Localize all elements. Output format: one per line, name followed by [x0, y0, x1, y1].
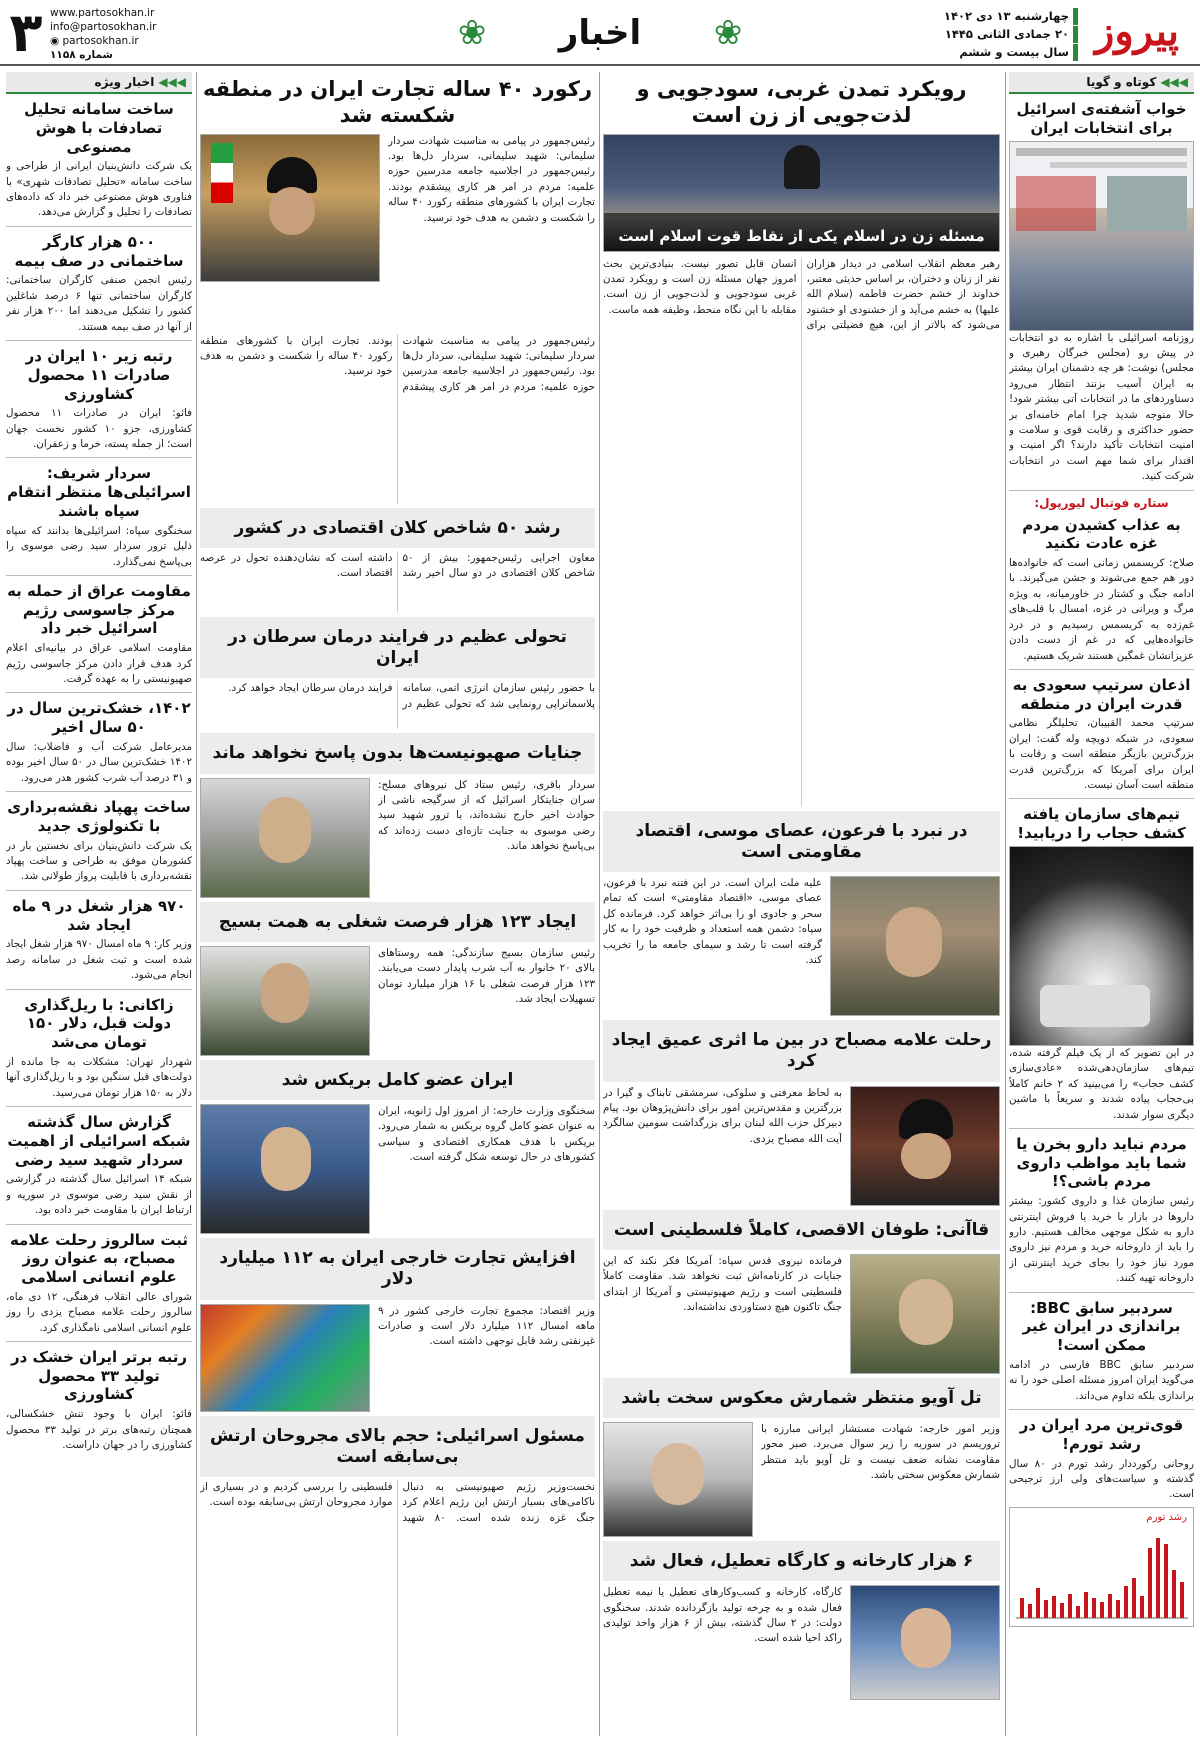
headline: زاکانی: با ریل‌گذاری دولت قبل، دلار ۱۵۰ تومان می‌شد — [24, 995, 174, 1052]
article-body: سردار باقری، رئیس ستاد کل نیروهای مسلح: سران جنایتکار اسرائیل که از سرگیجه ناشی از حوادث اخیر خارج نشده‌اند، با ترور شهید سید رضی موسوی به جنایت تازه‌ای دست زده‌اند که بی‌پاسخ نخواهد ماند. — [378, 778, 595, 853]
president-photo — [200, 134, 380, 282]
article-body: روزنامه اسرائیلی با اشاره به دو انتخابات در پیش رو (مجلس خبرگان رهبری و مجلس) نوشت: هر چه دشمنان ایران بیشتر به ایران آسیب بزنند انتظار می‌رود دستاوردهای ما در انتخابات آتی بیشتر شود! حالا متوجه شدید چرا امام خامنه‌ای بر حضور حداکثری و رقابت قوی و سلامت و امنیت انتخابات تأکید دارند؟ اگر امنیت و اقتدار برای شما مهم است در انتخابات شرکت کنید. — [1009, 331, 1194, 483]
quds-commander-photo — [850, 1254, 1000, 1374]
social-handle: ◉ partosokhan.ir — [50, 35, 139, 47]
article-body: رئیس سازمان بسیج سازندگی: همه روستاهای بالای ۲۰ خانوار به آب شرب پایدار دست می‌یابند. ۱۲۳ هزار فرصت شغلی با ۱۶ هزار میلیارد تومان تسهیلات ایجاد شد. — [378, 946, 595, 1005]
kicker: ستاره فوتبال لیورپول: — [1034, 495, 1169, 510]
article-body: کارگاه، کارخانه و کسب‌وکارهای تعطیل یا نیمه تعطیل فعال شده و به چرخه تولید بازگردانده شدند. سخنگوی دولت: در ۲ سال گذشته، بیش از ۶ هزار واحد تولیدی راکد احیا شده است. — [603, 1586, 842, 1645]
street-photo — [1009, 846, 1194, 1046]
basij-chief-photo — [200, 946, 370, 1056]
headline: به عذاب کشیدن مردم غزه عادت نکنید — [1022, 515, 1181, 553]
article-body: نخست‌وزیر رژیم صهیونیستی به دنبال ناکامی‌های بسیار ارتش این رژیم اعلام کرد جنگ غزه زنده شده است. ۸۰ شهید فلسطینی را بررسی کردیم و در بسیاری از موارد مجروحان ارتش بی‌سابقه بوده است. — [200, 1481, 595, 1524]
article-body: فائو: ایران با وجود تنش خشکسالی، همچنان رتبه‌های برتر در تولید ۳۳ محصول کشاورزی را در جهان داراست. — [6, 1408, 192, 1452]
page-number: ۳ — [9, 1, 43, 64]
headline: ۹۷۰ هزار شغل در ۹ ماه ایجاد شد — [12, 896, 186, 934]
headline: قاآنی: طوفان الاقصی، کاملاً فلسطینی است — [613, 1219, 990, 1240]
headline: در نبرد با فرعون، عصای موسی، اقتصاد مقاومتی است — [635, 820, 968, 862]
arrow-icon: ◀◀◀ — [1160, 75, 1188, 89]
article-body: روحانی رکورددار رشد تورم در ۸۰ سال گذشته و سیاست‌های ولی ارز ترجیحی است. — [1009, 1457, 1194, 1501]
article-body: صلاح: کریسمس زمانی است که خانواده‌ها دور هم جمع می‌شوند و جشن می‌گیرند. با ادامه جنگ و کشتار در خاورمیانه، به ویژه مرگ و ویرانی در غزه، امسال با قلب‌های غم‌زده به کریسمس رسیدیم و در درد خانواده‌هایی که در غم از دست دادن عزیزانشان غمگین هستند شریک هستیم. — [1009, 557, 1194, 662]
headline: ثبت سالروز رحلت علامه مصباح، به عنوان روز علوم انسانی اسلامی — [9, 1230, 189, 1286]
column-brief-news — [1009, 72, 1194, 1736]
inflation-chart-image: رشد تورم — [1009, 1507, 1194, 1627]
leader-meeting-photo — [603, 134, 1000, 252]
article-body: رئیس‌جمهور در پیامی به مناسبت شهادت سردار سلیمانی: شهید سلیمانی، سردار دل‌ها بود. رئیس‌جمهور در اجلاسیه جامعه مدرسین حوزه علمیه: مردم در امر هر کاری پیشقدم بودند. تجارت ایران با کشورهای منطقه رکورد ۴۰ ساله را شکست و دشمن به هدف خود نرسید. — [200, 334, 595, 393]
masthead — [0, 0, 1200, 66]
headline: رحلت علامه مصباح در بین ما اثری عمیق ایجاد کرد — [611, 1030, 992, 1072]
headline: ساخت سامانه تحلیل تصادفات با هوش مصنوعی — [24, 100, 174, 156]
headline: گزارش سال گذشته شبکه اسرائیلی از اهمیت سردار شهید سید رضی — [7, 1113, 191, 1169]
headline: رتبه زیر ۱۰ ایران در صادرات ۱۱ محصول کشاورزی — [25, 347, 173, 403]
headline: سردار شریف: اسرائیلی‌ها منتظر انتقام سپاه باشند — [7, 464, 191, 520]
headline: سردبیر سابق BBC: براندازی در ایران غیر ممکن است! — [1022, 1298, 1181, 1355]
shipping-containers-photo — [200, 1304, 370, 1412]
contact-info — [50, 6, 200, 62]
headline: رتبه برتر ایران خشک در تولید ۳۳ محصول کشاورزی — [10, 1347, 188, 1404]
article-body: وزیر امور خارجه: شهادت مستشار ایرانی مبارزه با تروریسم در سوریه را زیر سوال می‌برد. صبر محور مقاومت نشانه ضعف نیست و تل آویو باید منتظر شمارش معکوس سختی باشد. — [761, 1423, 1000, 1482]
issue-dates — [928, 8, 1078, 62]
column-economy-news — [200, 72, 595, 1736]
headline: تل آویو منتظر شمارش معکوس سخت باشد — [621, 1387, 982, 1408]
foreign-minister-photo — [603, 1422, 753, 1537]
date-persian: چهارشنبه ۱۳ دی ۱۴۰۲ — [928, 8, 1078, 25]
ornament-icon: ❀ — [713, 13, 743, 53]
section-title: اخبار — [558, 13, 642, 53]
ministry-spokesman-photo — [200, 1104, 370, 1234]
government-spokesman-photo — [850, 1585, 1000, 1700]
article-body: شورای عالی انقلاب فرهنگی، ۱۲ دی ماه، سالروز رحلت علامه مصباح یزدی را روز علوم انسانی اسلامی نامگذاری کرد. — [6, 1290, 192, 1334]
newspaper-logo: پیروز — [1095, 8, 1179, 55]
headline: ۵۰۰ هزار کارگر ساختمانی در صف بیمه — [14, 232, 184, 270]
arrow-icon: ◀◀◀ — [158, 75, 186, 89]
news-screenshot-image — [1009, 141, 1194, 331]
headline: مسئول اسرائیلی: حجم بالای مجروحان ارتش بی‌سابقه است — [210, 1425, 585, 1467]
column-divider — [1005, 72, 1006, 1736]
article-body: مقاومت اسلامی عراق در بیانیه‌ای اعلام کرد هدف قرار دادن مرکز جاسوسی رژیم صهیونیستی را به عهده گرفت. — [6, 642, 192, 685]
column-header: ◀◀◀کوتاه و گویا — [1009, 72, 1194, 94]
headline: جنایات صهیونیست‌ها بدون پاسخ نخواهد ماند — [212, 743, 583, 764]
email-link[interactable]: info@partosokhan.ir — [50, 21, 157, 33]
article-body: سرتیپ محمد القبیبان، تحلیلگر نظامی سعودی، در شبکه دویچه وله گفت: ایران بزرگ‌ترین بازیگر منطقه است و رقابت با ایران برای آمریکا که بزرگ‌ترین قدرت منطقه است آسان نیست. — [1009, 717, 1194, 792]
article-body: رهبر معظم انقلاب اسلامی در دیدار هزاران نفر از زنان و دختران، بر اساس حدیثی معتبر، خداوند از خشم حضرت فاطمه (سلام الله علیها) به خشم می‌آید و از خشنودی او خشنود می‌شود که بالاتر از این، هیچ فضیلتی برای انسان قابل تصور نیست. بنیادی‌ترین بحث امروز جهان مسئله زن است و رویکرد تمدن غربی سودجویی و لذت‌جویی از زن است. مقابله با این نگاه منحط، وظیفه همه ماست. — [603, 257, 1000, 332]
article-body: مدیرعامل شرکت آب و فاضلاب: سال ۱۴۰۲ خشک‌ترین سال در ۵۰ سال اخیر بوده و ۳۱ درصد آب شرب کشور هدر می‌رود. — [6, 740, 192, 784]
headline: ۶ هزار کارخانه و کارگاه تعطیل، فعال شد — [629, 1551, 974, 1571]
article-body: فرمانده نیروی قدس سپاه: آمریکا فکر نکند که این جنایات در کارنامه‌اش ثبت نخواهد شد. مقاومت کاملاً فلسطینی است و رژیم صهیونیستی و آمریکا از ابتدای جنگ تاکنون هیچ دستاوردی نداشته‌اند. — [603, 1254, 842, 1313]
issue-number: شماره ۱۱۵۸ — [50, 49, 113, 61]
ornament-icon: ❀ — [457, 13, 487, 53]
article-body: در این تصویر که از یک فیلم گرفته شده، تیم‌های سازمان‌دهی‌شده «عادی‌سازی کشف حجاب» را می‌بینید که ۲ خانم کاملاً بی‌حجاب پیاده شدند و سریعاً با ماشین دیگری سوار شدند. — [1009, 1046, 1194, 1121]
lead-headline: رکورد ۴۰ ساله تجارت ایران در منطقه شکسته شد — [202, 77, 593, 128]
website-link[interactable]: www.partosokhan.ir — [50, 7, 155, 19]
article-body: سخنگوی وزارت خارجه: از امروز اول ژانویه، ایران به عنوان عضو کامل گروه بریکس به شمار می‌رود. بریکس با هدف همکاری اقتصادی و سیاسی کشورهای در حال توسعه شکل گرفته است. — [378, 1105, 595, 1164]
article-body: رئیس سازمان غذا و داروی کشور: بیشتر داروها در بازار با خرید یا فروش اینترنتی دارو به شکل موجهی مخالف هستیم. دارو را باید از داروخانه خرید و مردم نیز داروی مورد نیاز خود را بجای خرید اینترنتی از داروخانه تهیه کنند. — [1009, 1195, 1194, 1285]
article-body: وزیر کار: ۹ ماه امسال ۹۷۰ هزار شغل ایجاد شده است و ثبت شغل در سامانه رصد انجام می‌شود. — [6, 938, 192, 982]
headline: تحولی عظیم در فرایند درمان سرطان در ایران — [228, 626, 567, 668]
article-body: فائو: ایران در صادرات ۱۱ محصول کشاورزی، جزو ۱۰ کشور نخست جهان است؛ از جمله پسته، خرما و زعفران. — [6, 407, 192, 451]
headline: اذعان سرتیپ سعودی به قدرت ایران در منطقه — [1012, 675, 1191, 713]
photo-caption: مسئله زن در اسلام یکی از نقاط قوت اسلام است — [618, 226, 985, 245]
article-body: سخنگوی سپاه: اسرائیلی‌ها بدانند که سپاه ذلیل ترور سردار سید رضی موسوی را بی‌پاسخ نمی‌گذارد. — [6, 524, 192, 568]
column-header: ◀◀◀اخبار ویژه — [6, 72, 192, 94]
column-main-news — [603, 72, 1000, 1736]
lead-headline: رویکرد تمدن غربی، سودجویی و لذت‌جویی از زن است — [636, 77, 967, 128]
article-body: معاون اجرایی رئیس‌جمهور: بیش از ۵۰ شاخص کلان اقتصادی در دو سال اخیر رشد داشته است که نشان‌دهنده تحول در عرصه اقتصاد است. — [200, 551, 595, 580]
headline: ایران عضو کامل بریکس شد — [281, 1069, 514, 1090]
article-body: یک شرکت دانش‌بنیان برای نخستین بار در کشورمان موفق به طراحی و ساخت پهپاد نقشه‌برداری با قابلیت پرواز طولانی شد. — [6, 839, 192, 883]
headline: ساخت پهپاد نقشه‌برداری با تکنولوژی جدید — [7, 798, 191, 835]
headline: تیم‌های سازمان یافته کشف حجاب را دریابید! — [1017, 805, 1186, 843]
headline: قوی‌ترین مرد ایران در رشد تورم! — [1019, 1416, 1184, 1453]
article-body: وزیر اقتصاد: مجموع تجارت خارجی کشور در ۹ ماهه امسال ۱۱۲ میلیارد دلار است و صادرات غیرنفتی رشد قابل توجهی داشته است. — [378, 1304, 595, 1348]
chief-of-staff-photo — [200, 778, 370, 898]
headline: مردم نباید دارو بخرن یا شما باید مواظب داروی مردم باشی؟! — [1016, 1134, 1187, 1191]
article-body: با حضور رئیس سازمان انرژی اتمی، سامانه پلاسماتراپی رونمایی شد که تحولی عظیم در فرایند درمان سرطان ایجاد خواهد کرد. — [228, 682, 595, 710]
article-body: رئیس انجمن صنفی کارگران ساختمانی: کارگران ساختمانی تنها ۶ درصد شاغلین کشور را تشکیل می‌دهند اما ۲۰۰ هزار نفر از آنها در صف بیمه هستند. — [6, 274, 192, 333]
commander-photo — [830, 876, 1000, 1016]
article-body: شهردار تهران: مشکلات به جا مانده از دولت‌های قبل سنگین بود و با ریل‌گذاری آنها دلار به ۱۵۰ هزار تومان می‌رسید. — [6, 1055, 192, 1099]
article-body: یک شرکت دانش‌بنیان ایرانی از طراحی و ساخت سامانه «تحلیل تصادفات شهری» با فناوری هوش مصنوعی خبر داد که داده‌های تصادفات را تحلیل و گزارش می‌دهد. — [6, 160, 192, 219]
publication-year: سال بیست و ششم — [928, 44, 1078, 61]
cleric-speech-photo — [850, 1086, 1000, 1206]
column-divider — [196, 72, 197, 1736]
article-body: رئیس‌جمهور در پیامی به مناسبت شهادت سردار سلیمانی: شهید سلیمانی، سردار دل‌ها بود. رئیس‌جمهور در اجلاسیه جامعه مدرسین حوزه علمیه: مردم در امر هر کاری پیشقدم بودند. تجارت ایران با کشورهای منطقه رکورد ۴۰ ساله را شکست و دشمن به هدف خود نرسید. — [388, 134, 595, 224]
column-divider — [599, 72, 600, 1736]
headline: ۱۴۰۲، خشک‌ترین سال در ۵۰ سال اخیر — [7, 699, 191, 737]
article-body: شبکه ۱۴ اسرائیل سال گذشته در گزارشی از نقش سید رضی موسوی در سوریه و ارتباط ایران با مقاومت خبر داده بود. — [6, 1173, 192, 1217]
headline: رشد ۵۰ شاخص کلان اقتصادی در کشور — [234, 517, 561, 538]
headline: افزایش تجارت خارجی ایران به ۱۱۲ میلیارد دلار — [219, 1248, 576, 1290]
article-body: علیه ملت ایران است. در این فتنه نبرد با فرعون، عصای موسی، «اقتصاد مقاومتی» است که تمام سحر و جادوی او را بی‌اثر خواهد کرد. فرمانده کل سپاه: دشمن همه استعداد و ظرفیت خود را به کار گرفته است تا رشد و سیمای جامعه ما را تخریب کند. — [603, 877, 822, 967]
headline: ایجاد ۱۲۳ هزار فرصت شغلی به همت بسیج — [218, 911, 577, 932]
headline: خواب آشفته‌ی اسرائیل برای انتخابات ایران — [1016, 100, 1187, 137]
headline: مقاومت عراق از حمله به مرکز جاسوسی رژیم اسرائیل خبر داد — [7, 581, 191, 638]
article-body: سردبیر سابق BBC فارسی در ادامه می‌گوید ایران امروز مسئله اصلی خود را نه براندازی بلکه تداوم می‌داند. — [1009, 1358, 1194, 1402]
date-hijri: ۲۰ جمادی الثانی ۱۴۴۵ — [928, 26, 1078, 43]
column-special-news — [6, 72, 192, 1736]
article-body: به لحاظ معرفتی و سلوکی، سرمشقی تابناک و گیرا در بزرگترین و مقدس‌ترین امور برای دانش‌پژوهان بود. پیام دبیرکل حزب الله لبنان برای بزرگداشت سومین سالگرد آیت الله مصباح یزدی. — [603, 1086, 842, 1145]
